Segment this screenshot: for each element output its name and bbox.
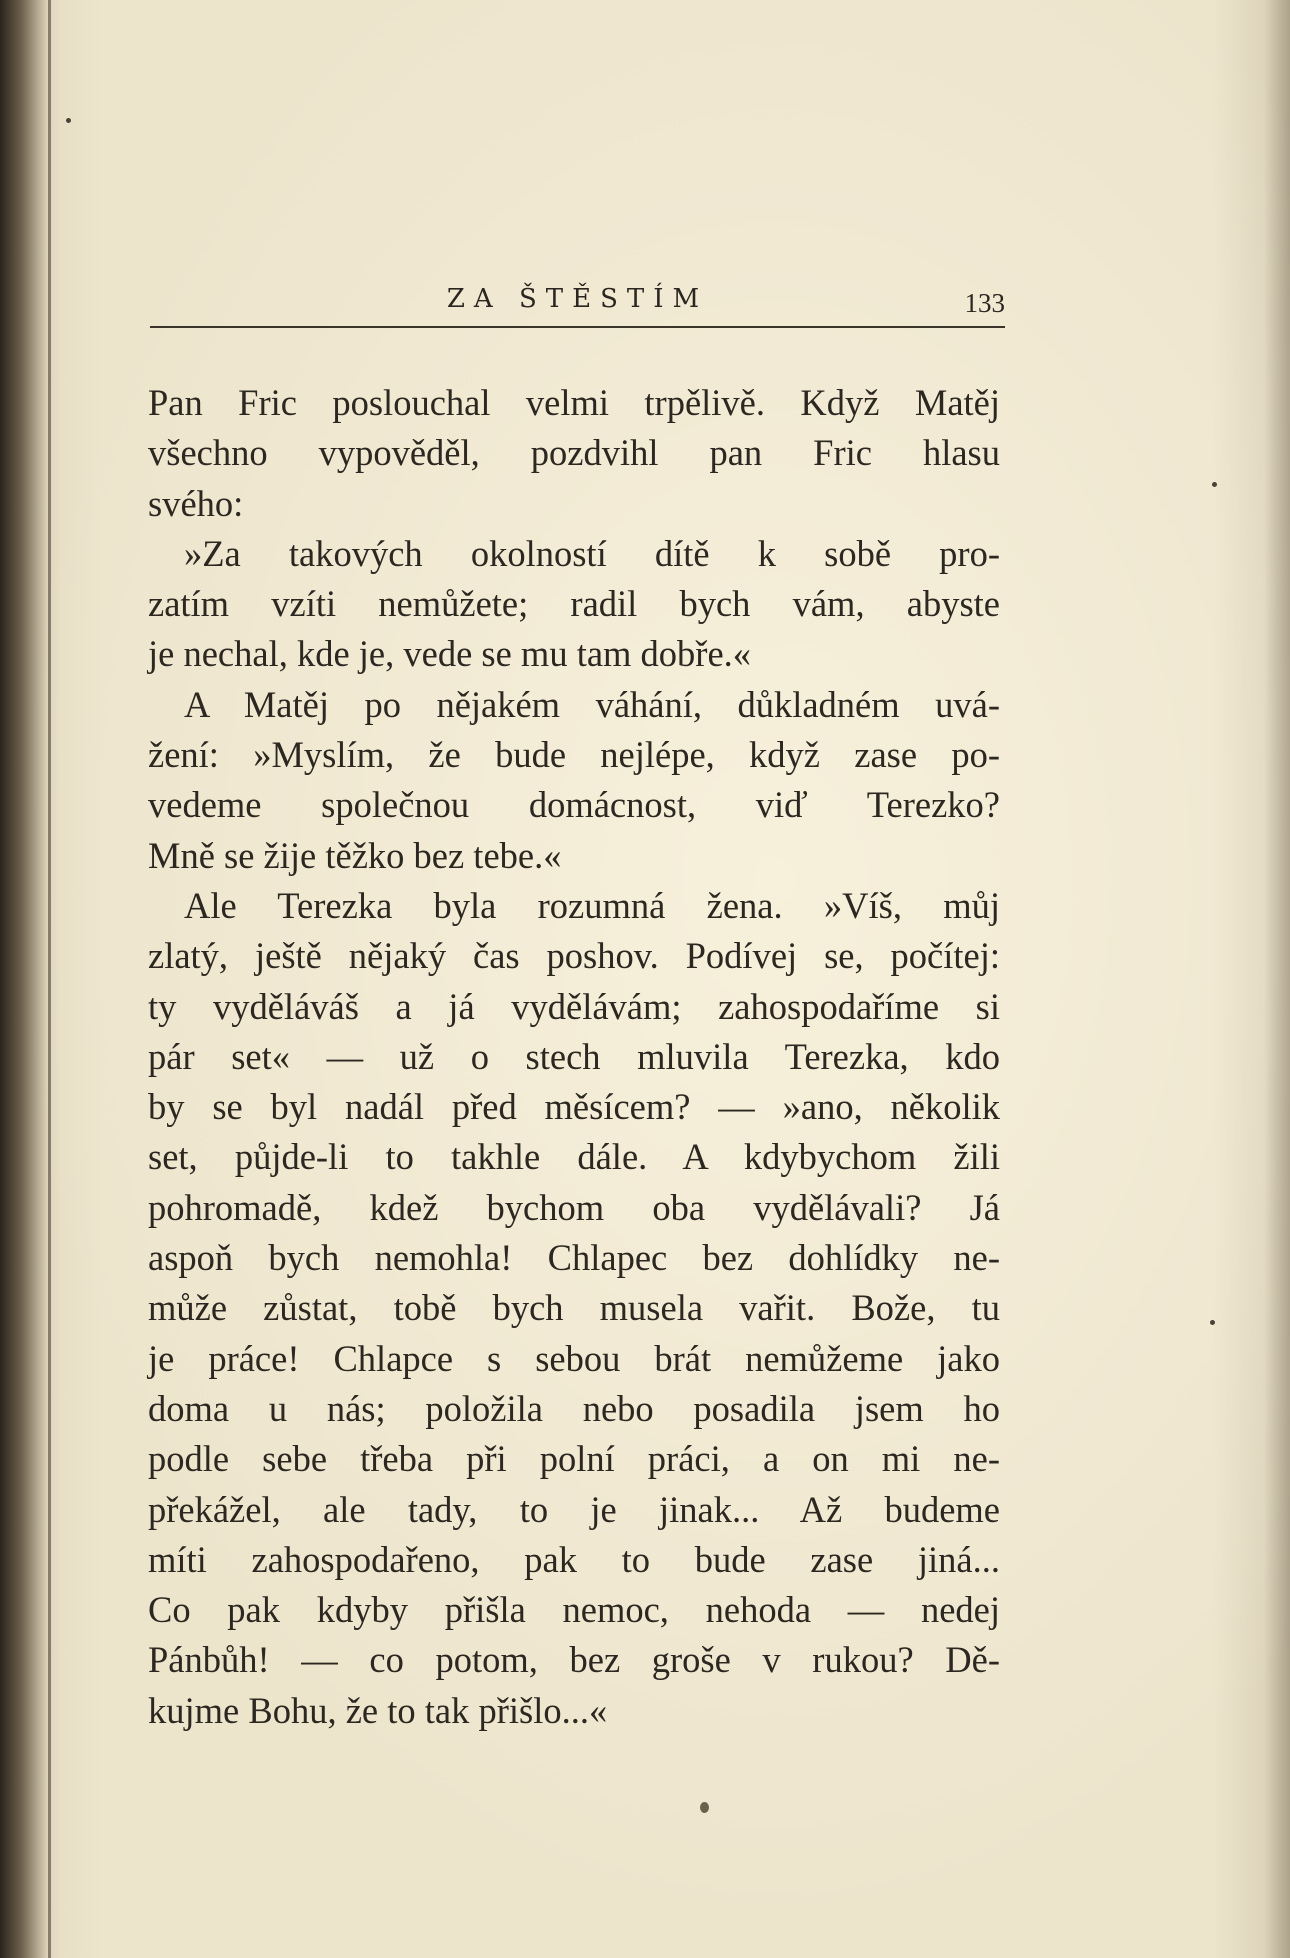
header-rule xyxy=(150,326,1005,328)
text-line: set, půjde-li to takhle dále. A kdybychom žili xyxy=(148,1136,1000,1178)
ink-speck xyxy=(700,1802,709,1813)
binding-gutter xyxy=(0,0,60,1958)
text-line: aspoň bych nemohla! Chlapec bez dohlídky ne- xyxy=(148,1237,1000,1279)
text-line: míti zahospodařeno, pak to bude zase jiná... xyxy=(148,1538,1000,1580)
text-line: vedeme společnou domácnost, viď Terezko? xyxy=(148,784,1000,826)
text-line: zlatý, ještě nějaký čas poshov. Podívej se, počítej: xyxy=(148,935,1000,977)
running-title: ZA ŠTĚSTÍM xyxy=(446,284,709,314)
text-line: je nechal, kde je, vede se mu tam dobře.« xyxy=(148,633,752,675)
text-line: může zůstat, tobě bych musela vařit. Bože, tu xyxy=(148,1287,1000,1329)
page-edge-shadow xyxy=(1264,0,1290,1958)
text-line: kujme Bohu, že to tak přišlo...« xyxy=(148,1689,608,1731)
text-line: A Matěj po nějakém váhání, důkladném uvá- xyxy=(184,683,1000,725)
text-line: Pan Fric poslouchal velmi trpělivě. Když Matěj xyxy=(148,382,1000,423)
text-line: zatím vzíti nemůžete; radil bych vám, abyste xyxy=(148,583,1000,625)
page-number: 133 xyxy=(964,288,1005,318)
text-line: podle sebe třeba při polní práci, a on mi ne- xyxy=(148,1438,1000,1480)
text-line: všechno vypověděl, pozdvihl pan Fric hlasu xyxy=(148,432,1000,474)
text-line: pohromadě, kdež bychom oba vydělávali? Já xyxy=(148,1186,1000,1228)
text-line: ty vyděláváš a já vydělávám; zahospodaříme si xyxy=(148,985,1000,1027)
text-line: Mně se žije těžko bez tebe.« xyxy=(148,834,562,876)
ink-speck xyxy=(1210,1320,1215,1325)
ink-speck xyxy=(66,118,71,123)
text-line: svého: xyxy=(148,482,244,524)
body-text xyxy=(148,378,1000,1736)
text-line: Ale Terezka byla rozumná žena. »Víš, můj xyxy=(184,884,1000,926)
text-line: Co pak kdyby přišla nemoc, nehoda — nedej xyxy=(148,1589,1000,1631)
running-header xyxy=(150,280,1005,328)
text-line: žení: »Myslím, že bude nejlépe, když zase po- xyxy=(148,734,1000,776)
text-line: je práce! Chlapce s sebou brát nemůžeme jako xyxy=(148,1337,1000,1379)
text-line: doma u nás; položila nebo posadila jsem ho xyxy=(148,1387,1000,1429)
text-line: »Za takových okolností dítě k sobě pro- xyxy=(184,532,1000,574)
text-line: pár set« — už o stech mluvila Terezka, kdo xyxy=(148,1035,1000,1077)
text-line: by se byl nadál před měsícem? — »ano, několik xyxy=(148,1086,1000,1128)
binding-fold-line xyxy=(48,0,51,1958)
text-line: Pánbůh! — co potom, bez groše v rukou? Dě- xyxy=(148,1639,1000,1681)
text-line: překážel, ale tady, to je jinak... Až budeme xyxy=(148,1488,1000,1530)
ink-speck xyxy=(1212,482,1217,487)
